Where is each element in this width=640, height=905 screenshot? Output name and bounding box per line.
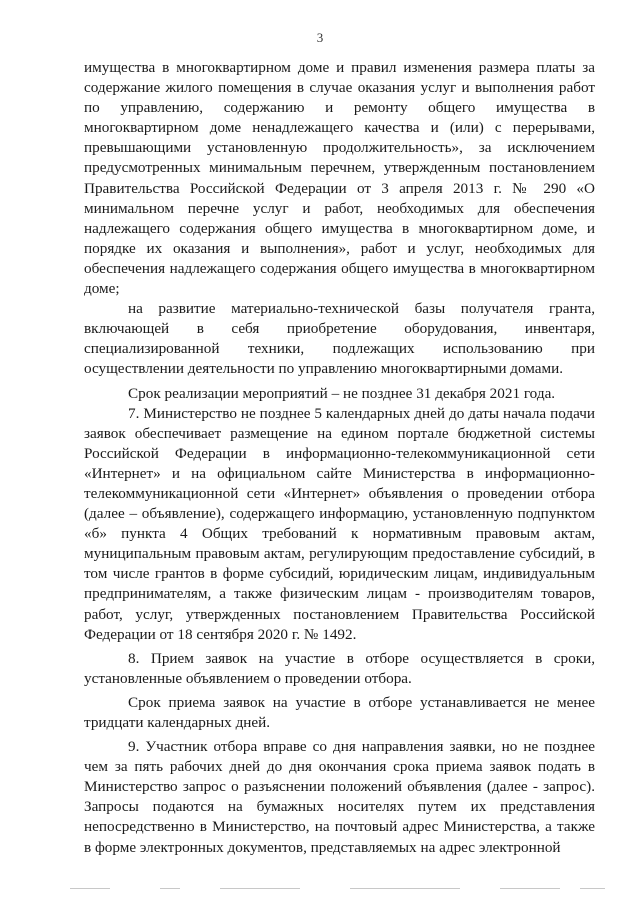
scan-artifact-line (70, 886, 610, 892)
paragraph-application-term: Срок приема заявок на участие в отборе устанавливается не менее тридцати календарных дней. (84, 693, 595, 731)
paragraph-deadline: Срок реализации мероприятий – не позднее 31 декабря 2021 года. (128, 384, 556, 402)
paragraph-grant-development: на развитие материально-технической базы получателя гранта, включающей в себя приобретение оборудования, инвентаря, специализированной техники, подлежащих использованию при осуществлении деятельности по управлению многоквартирными домами. (84, 300, 595, 378)
paragraph-item-7: 7. Министерство не позднее 5 календарных дней до даты начала подачи заявок обеспечивает размещение на едином портале бюджетной системы Российской Федерации в информационно-телекоммуникационной сети «Интернет» и на официальном сайте Министерства в информационно-телекоммуникационной сети «Интернет» объявления о проведении отбора (далее – объявление), содержащего информацию, установленную подпунктом «б» пункта 4 Общих требований к нормативным правовым актам, муниципальным правовым актам, регулирующим предоставление субсидий, в том числе грантов в форме субсидий, юридическим лицам, индивидуальным предпринимателям, а также физическим лицам - производителям товаров, работ, услуг, утвержденных постановлением Правительства Российской Федерации от 18 сентября 2020 г. № 1492. (84, 404, 595, 643)
paragraph-continuation: имущества в многоквартирном доме и правил изменения размера платы за содержание жилого помещения в случае оказания услуг и выполнения работ по управлению, содержанию и ремонту общего имущества в многоквартирном доме ненадлежащего качества и (или) с перерывами, превышающими установленную продолжительность», за исключением предусмотренных минимальным перечнем, утвержденным постановлением Правительства Российской Федерации от 3 апреля 2013 г. № 290 «О минимальном перечне услуг и работ, необходимых для обеспечения надлежащего содержания общего имущества в многоквартирном доме, и порядке их оказания и выполнения», работ и услуг, необходимых для обеспечения надлежащего содержания общего имущества в многоквартирном доме; (84, 59, 595, 298)
paragraph-item-9: 9. Участник отбора вправе со дня направления заявки, но не позднее чем за пять рабочих дней до дня окончания срока приема заявок подать в Министерство запрос о разъяснении положений объявления (далее - запрос). Запросы подаются на бумажных носителях путем их представления непосредственно в Министерство, на почтовый адрес Министерства, а также в форме электронных документов, представляемых на адрес электронной (84, 738, 595, 856)
paragraph-item-8: 8. Прием заявок на участие в отборе осуществляется в сроки, установленные объявлением о проведении отбора. (84, 649, 595, 687)
page-number: 3 (316, 30, 324, 45)
document-body (84, 58, 595, 858)
